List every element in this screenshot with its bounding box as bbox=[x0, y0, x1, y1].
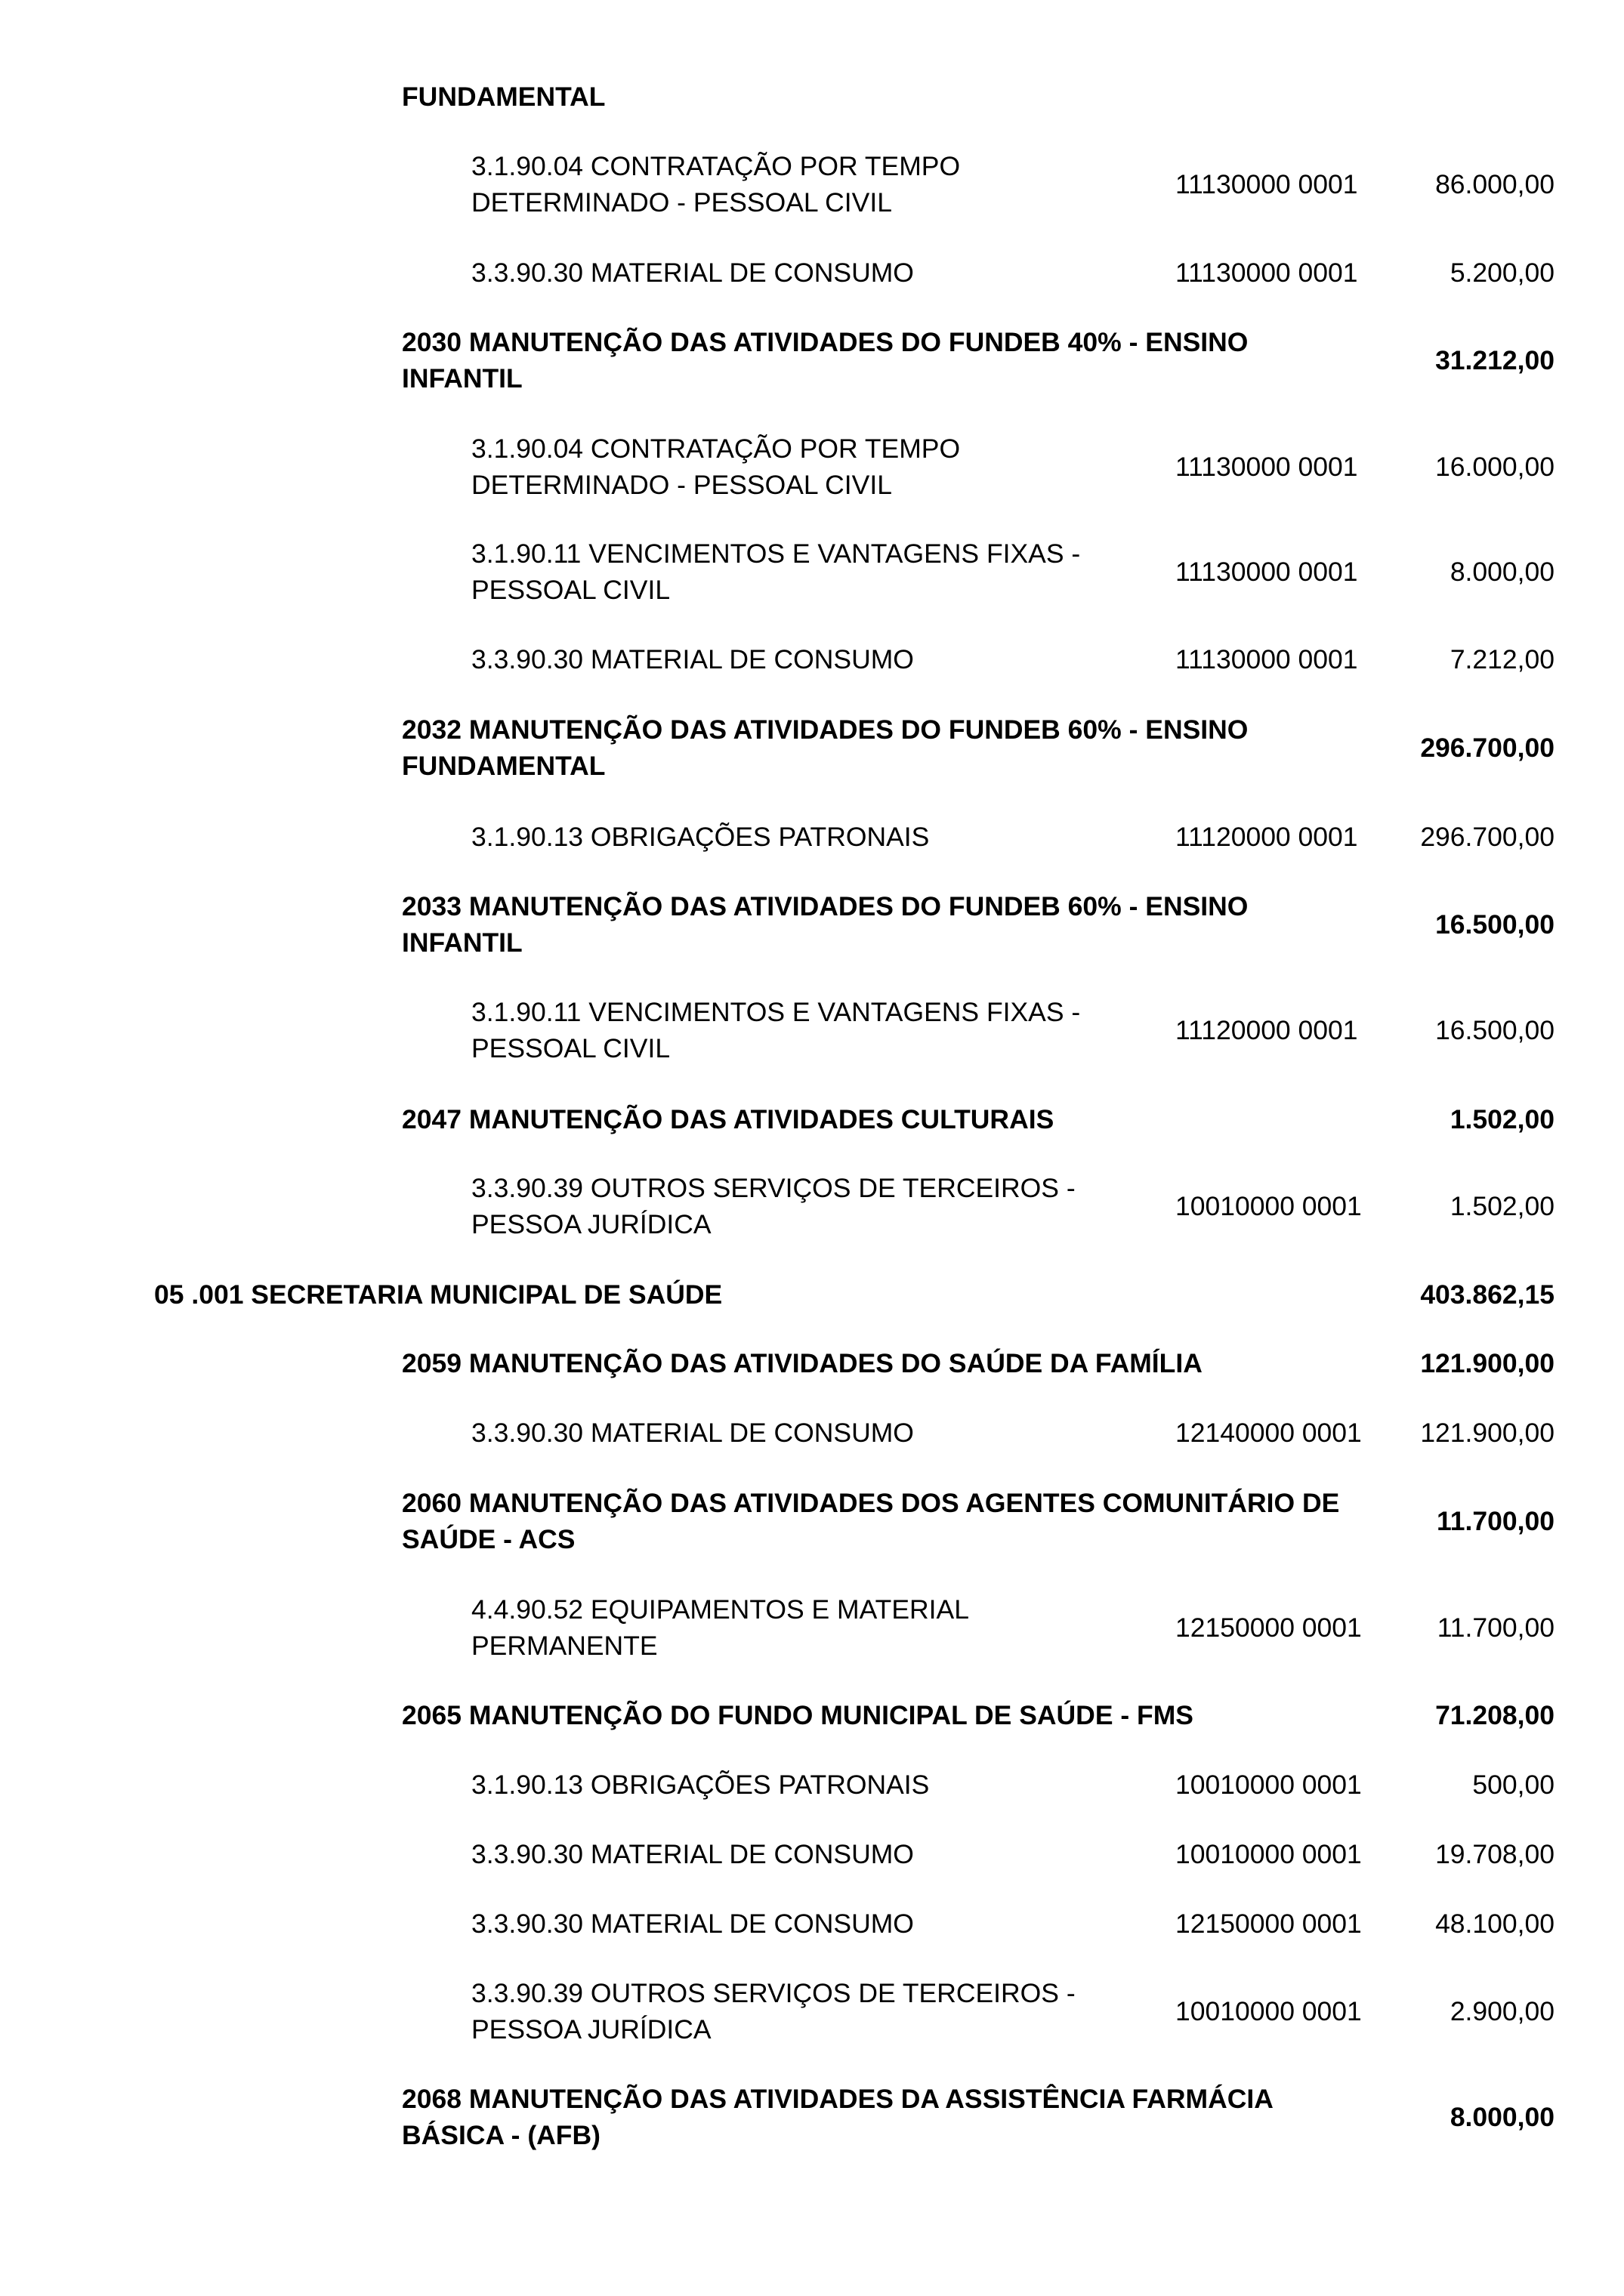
source-code: 12150000 0001 bbox=[1175, 1909, 1362, 1939]
source-code: 11130000 0001 bbox=[1175, 258, 1358, 288]
amount: 16.500,00 bbox=[1435, 909, 1555, 940]
source-code: 11120000 0001 bbox=[1175, 822, 1358, 852]
amount: 121.900,00 bbox=[1420, 1348, 1555, 1378]
amount: 1.502,00 bbox=[1450, 1191, 1555, 1221]
item-description bbox=[471, 535, 1080, 608]
description-line: PESSOAL CIVIL bbox=[471, 1033, 671, 1063]
description-line: 2060 MANUTENÇÃO DAS ATIVIDADES DOS AGENTES COMUNITÁRIO DE bbox=[402, 1488, 1340, 1518]
item-description bbox=[471, 994, 1080, 1066]
description-line: 3.3.90.30 MATERIAL DE CONSUMO bbox=[471, 1909, 914, 1939]
description-line: FUNDAMENTAL bbox=[402, 82, 606, 112]
item-description bbox=[471, 819, 929, 855]
item-description bbox=[471, 1975, 1076, 2048]
description-line: BÁSICA - (AFB) bbox=[402, 2120, 601, 2150]
amount: 16.000,00 bbox=[1435, 452, 1555, 482]
item-description bbox=[471, 1591, 969, 1664]
description-line: INFANTIL bbox=[402, 927, 523, 958]
amount: 31.212,00 bbox=[1435, 345, 1555, 375]
description-line: DETERMINADO - PESSOAL CIVIL bbox=[471, 470, 892, 500]
amount: 121.900,00 bbox=[1420, 1418, 1555, 1448]
description-line: FUNDAMENTAL bbox=[402, 751, 606, 781]
description-line: SAÚDE - ACS bbox=[402, 1524, 576, 1554]
description-line: 3.3.90.39 OUTROS SERVIÇOS DE TERCEIROS - bbox=[471, 1173, 1076, 1203]
description-line: INFANTIL bbox=[402, 363, 523, 393]
amount: 71.208,00 bbox=[1435, 1700, 1555, 1730]
program-description bbox=[402, 79, 606, 115]
program-description bbox=[402, 888, 1248, 961]
item-description bbox=[471, 1415, 914, 1451]
program-description bbox=[402, 1345, 1203, 1381]
amount: 5.200,00 bbox=[1450, 258, 1555, 288]
description-line: 3.3.90.30 MATERIAL DE CONSUMO bbox=[471, 1418, 914, 1448]
amount: 1.502,00 bbox=[1450, 1104, 1555, 1134]
item-description bbox=[471, 641, 914, 677]
amount: 16.500,00 bbox=[1435, 1015, 1555, 1045]
description-line: 3.3.90.30 MATERIAL DE CONSUMO bbox=[471, 258, 914, 288]
item-description bbox=[471, 255, 914, 291]
source-code: 12140000 0001 bbox=[1175, 1418, 1362, 1448]
program-description bbox=[402, 1697, 1193, 1733]
program-description bbox=[402, 1485, 1339, 1557]
amount: 11.700,00 bbox=[1437, 1506, 1555, 1536]
source-code: 12150000 0001 bbox=[1175, 1612, 1362, 1643]
description-line: 3.3.90.30 MATERIAL DE CONSUMO bbox=[471, 1839, 914, 1869]
amount: 500,00 bbox=[1472, 1770, 1555, 1800]
description-line: 3.1.90.04 CONTRATAÇÃO POR TEMPO bbox=[471, 151, 961, 181]
description-line: 3.3.90.30 MATERIAL DE CONSUMO bbox=[471, 644, 914, 674]
description-line: PESSOA JURÍDICA bbox=[471, 1209, 712, 1239]
program-description bbox=[402, 1101, 1054, 1137]
description-line: PESSOAL CIVIL bbox=[471, 575, 671, 605]
source-code: 11130000 0001 bbox=[1175, 452, 1358, 482]
amount: 11.700,00 bbox=[1437, 1612, 1555, 1643]
item-description bbox=[471, 430, 960, 503]
item-description bbox=[471, 148, 960, 221]
amount: 8.000,00 bbox=[1450, 2102, 1555, 2132]
description-line: 3.1.90.13 OBRIGAÇÕES PATRONAIS bbox=[471, 822, 930, 852]
description-line: 2068 MANUTENÇÃO DAS ATIVIDADES DA ASSISTÊNCIA FARMÁCIA bbox=[402, 2084, 1274, 2114]
source-code: 10010000 0001 bbox=[1175, 1996, 1362, 2026]
description-line: PERMANENTE bbox=[471, 1631, 658, 1661]
amount: 48.100,00 bbox=[1435, 1909, 1555, 1939]
description-line: 2032 MANUTENÇÃO DAS ATIVIDADES DO FUNDEB 60% - ENSINO bbox=[402, 714, 1249, 745]
program-description bbox=[402, 2081, 1274, 2153]
amount: 403.862,15 bbox=[1420, 1279, 1555, 1310]
amount: 7.212,00 bbox=[1450, 644, 1555, 674]
amount: 296.700,00 bbox=[1420, 822, 1555, 852]
item-description bbox=[471, 1906, 914, 1942]
source-code: 10010000 0001 bbox=[1175, 1770, 1362, 1800]
description-line: DETERMINADO - PESSOAL CIVIL bbox=[471, 187, 892, 218]
description-line: PESSOA JURÍDICA bbox=[471, 2014, 712, 2044]
source-code: 11130000 0001 bbox=[1175, 169, 1358, 199]
description-line: 05 .001 SECRETARIA MUNICIPAL DE SAÚDE bbox=[154, 1279, 723, 1310]
item-description bbox=[471, 1767, 929, 1803]
description-line: 2047 MANUTENÇÃO DAS ATIVIDADES CULTURAIS bbox=[402, 1104, 1054, 1134]
description-line: 3.1.90.13 OBRIGAÇÕES PATRONAIS bbox=[471, 1770, 930, 1800]
source-code: 11130000 0001 bbox=[1175, 644, 1358, 674]
item-description bbox=[471, 1836, 914, 1872]
amount: 86.000,00 bbox=[1435, 169, 1555, 199]
amount: 296.700,00 bbox=[1420, 733, 1555, 763]
secretariat-description bbox=[154, 1276, 722, 1313]
amount: 8.000,00 bbox=[1450, 557, 1555, 587]
item-description bbox=[471, 1170, 1076, 1242]
program-description bbox=[402, 324, 1248, 397]
description-line: 3.1.90.11 VENCIMENTOS E VANTAGENS FIXAS - bbox=[471, 539, 1081, 569]
program-description bbox=[402, 711, 1248, 784]
amount: 19.708,00 bbox=[1435, 1839, 1555, 1869]
description-line: 3.1.90.11 VENCIMENTOS E VANTAGENS FIXAS - bbox=[471, 997, 1081, 1027]
source-code: 10010000 0001 bbox=[1175, 1839, 1362, 1869]
description-line: 4.4.90.52 EQUIPAMENTOS E MATERIAL bbox=[471, 1594, 969, 1625]
description-line: 2065 MANUTENÇÃO DO FUNDO MUNICIPAL DE SAÚDE - FMS bbox=[402, 1700, 1193, 1730]
description-line: 2033 MANUTENÇÃO DAS ATIVIDADES DO FUNDEB 60% - ENSINO bbox=[402, 891, 1249, 921]
source-code: 11130000 0001 bbox=[1175, 557, 1358, 587]
amount: 2.900,00 bbox=[1450, 1996, 1555, 2026]
description-line: 2059 MANUTENÇÃO DAS ATIVIDADES DO SAÚDE DA FAMÍLIA bbox=[402, 1348, 1203, 1378]
source-code: 10010000 0001 bbox=[1175, 1191, 1362, 1221]
description-line: 3.1.90.04 CONTRATAÇÃO POR TEMPO bbox=[471, 434, 961, 464]
description-line: 2030 MANUTENÇÃO DAS ATIVIDADES DO FUNDEB 40% - ENSINO bbox=[402, 327, 1249, 357]
source-code: 11120000 0001 bbox=[1175, 1015, 1358, 1045]
description-line: 3.3.90.39 OUTROS SERVIÇOS DE TERCEIROS - bbox=[471, 1978, 1076, 2008]
